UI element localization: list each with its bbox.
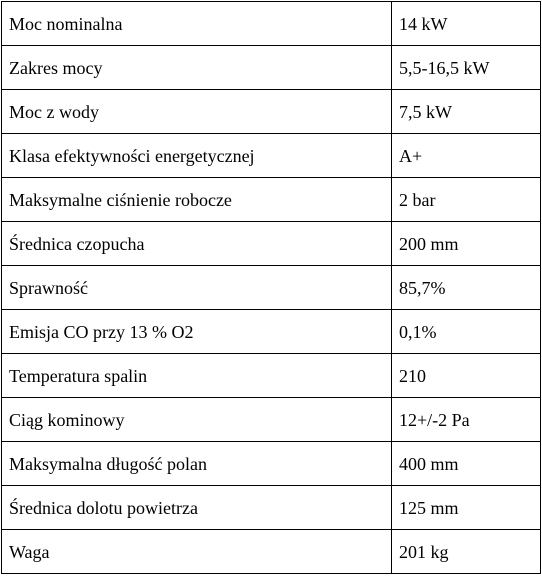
parameter-name-cell: Maksymalna długość polan bbox=[2, 442, 392, 486]
table-row bbox=[2, 354, 541, 398]
table-row bbox=[2, 222, 541, 266]
parameter-value-cell: 210 bbox=[392, 354, 541, 398]
parameter-name-cell: Klasa efektywności energetycznej bbox=[2, 134, 392, 178]
specification-table bbox=[1, 1, 541, 574]
table-row bbox=[2, 530, 541, 574]
parameter-name-cell: Ciąg kominowy bbox=[2, 398, 392, 442]
table-row bbox=[2, 266, 541, 310]
parameter-value-cell: 200 mm bbox=[392, 222, 541, 266]
parameter-value-cell: 5,5-16,5 kW bbox=[392, 46, 541, 90]
parameter-name-cell: Temperatura spalin bbox=[2, 354, 392, 398]
table-row bbox=[2, 134, 541, 178]
table-row bbox=[2, 442, 541, 486]
parameter-value-cell: 14 kW bbox=[392, 2, 541, 46]
parameter-name-cell: Sprawność bbox=[2, 266, 392, 310]
parameter-name-cell: Maksymalne ciśnienie robocze bbox=[2, 178, 392, 222]
parameter-value-cell: 12+/-2 Pa bbox=[392, 398, 541, 442]
parameter-value-cell: 201 kg bbox=[392, 530, 541, 574]
parameter-name-cell: Średnica czopucha bbox=[2, 222, 392, 266]
parameter-value-cell: 2 bar bbox=[392, 178, 541, 222]
parameter-name-cell: Zakres mocy bbox=[2, 46, 392, 90]
parameter-value-cell: 85,7% bbox=[392, 266, 541, 310]
parameter-value-cell: A+ bbox=[392, 134, 541, 178]
parameter-name-cell: Moc nominalna bbox=[2, 2, 392, 46]
specification-table-body bbox=[2, 2, 541, 574]
table-row bbox=[2, 2, 541, 46]
table-row bbox=[2, 178, 541, 222]
table-row bbox=[2, 310, 541, 354]
parameter-value-cell: 125 mm bbox=[392, 486, 541, 530]
parameter-value-cell: 0,1% bbox=[392, 310, 541, 354]
parameter-name-cell: Emisja CO przy 13 % O2 bbox=[2, 310, 392, 354]
table-row bbox=[2, 90, 541, 134]
table-row bbox=[2, 46, 541, 90]
parameter-name-cell: Waga bbox=[2, 530, 392, 574]
table-row bbox=[2, 398, 541, 442]
parameter-value-cell: 400 mm bbox=[392, 442, 541, 486]
parameter-name-cell: Moc z wody bbox=[2, 90, 392, 134]
parameter-name-cell: Średnica dolotu powietrza bbox=[2, 486, 392, 530]
parameter-value-cell: 7,5 kW bbox=[392, 90, 541, 134]
table-row bbox=[2, 486, 541, 530]
